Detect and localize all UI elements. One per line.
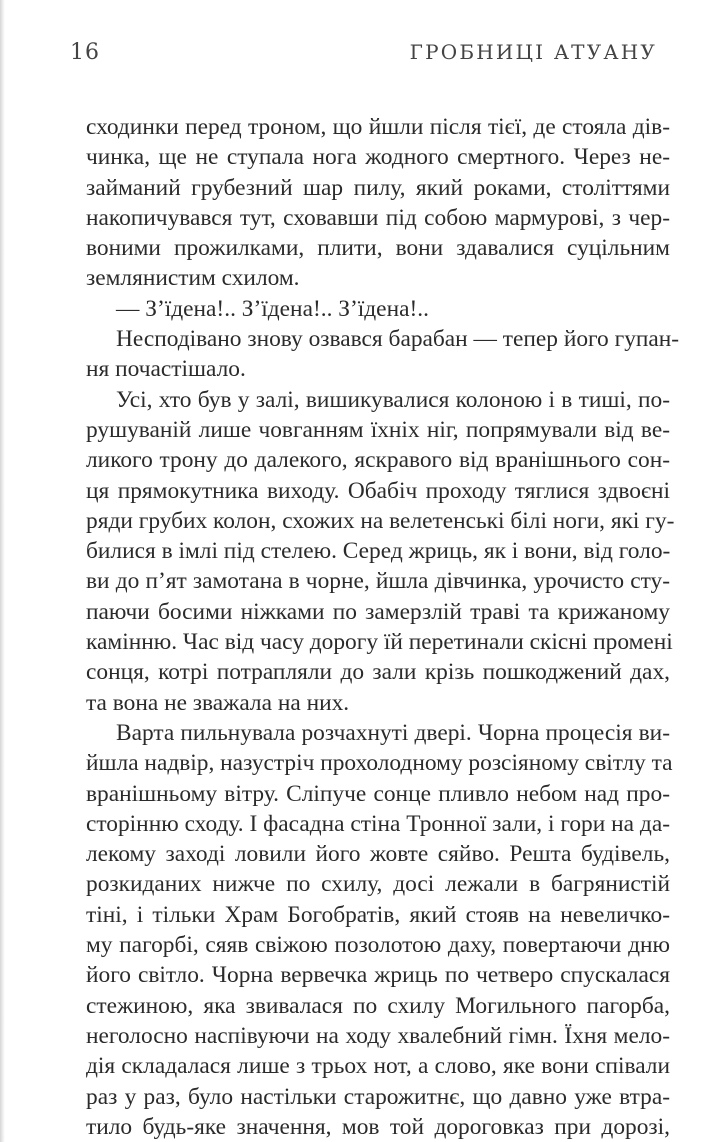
text-line: йшла надвір, назустріч прохолодному розсіяному світлу та [86, 750, 673, 777]
text-line: ви до п’ят замотана в чорне, йшла дівчинка, урочисто сту- [86, 568, 670, 595]
text-line: сонця, котрі потрапляли до зали крізь пошкоджений дах, [86, 659, 670, 686]
text-line: воними прожилками, плити, вони здавалися суцільним [86, 235, 670, 262]
text-line: займаний грубезний шар пилу, який роками, століттями [86, 174, 670, 201]
text-line: стежиною, яка звивалася по схилу Могильного пагорба, [86, 992, 670, 1019]
text-line: сходинки перед троном, що йшли після тієї, де стояла дів- [86, 114, 670, 140]
page-number: 16 [70, 40, 100, 65]
text-line: Усі, хто був у залі, вишикувалися колоною і в тиші, по- [116, 386, 670, 413]
text-line: камінню. Час від часу дорогу їй перетинали скісні промені [86, 629, 673, 656]
text-line: ряди грубих колон, схожих на велетенські білі ноги, які гу- [86, 507, 675, 534]
text-line: тіні, і тільки Храм Богобратів, який стояв на невеличко- [86, 901, 670, 928]
text-line: та вона не зважала на них. [86, 689, 350, 716]
text-line: рушуваній лише човганням їхніх ніг, попрямували від ве- [86, 416, 670, 443]
text-line: дія складалася лише з трьох нот, а слово, яке вони співали [86, 1053, 670, 1080]
text-line: ликого трону до далекого, яскравого від вранішнього сон- [86, 447, 670, 474]
text-line: чинка, ще не ступала нога жодного смертного. Через не- [86, 144, 670, 171]
body-text [86, 112, 680, 1142]
text-line: раз у раз, було настільки старожитнє, що давно уже втра- [86, 1083, 670, 1110]
text-line: Варта пильнувала розчахнуті двері. Чорна процесія ви- [116, 719, 670, 746]
text-line: паючи босими ніжками по замерзлій траві та крижаному [86, 598, 670, 625]
text-line: тило будь-яке значення, мов той дороговказ при дорозі, [86, 1113, 670, 1140]
dialogue-line: — З’їдена!.. З’їдена!.. З’їдена!.. [116, 295, 429, 322]
text-line: билися в імлі під стелею. Серед жриць, як і вони, від голо- [86, 538, 671, 565]
running-title: ГРОБНИЦІ АТУАНУ [409, 40, 657, 64]
text-line: ця прямокутника виходу. Обабіч проходу тяглися здвоєні [86, 477, 670, 504]
text-line: його світло. Чорна вервечка жриць по четверо спускалася [86, 962, 670, 989]
text-line: Несподівано знову озвався барабан — тепер його гупан- [116, 326, 680, 353]
text-line: ня почастішало. [86, 356, 246, 383]
page-spine-shadow [0, 0, 5, 1142]
text-line: неголосно наспівуючи на ходу хвалебний гімн. Їхня мело- [86, 1022, 670, 1049]
text-line: лекому заході ловили його жовте сяйво. Решта будівель, [86, 841, 670, 868]
text-line: розкиданих нижче по схилу, досі лежали в багрянистій [86, 871, 670, 898]
text-line: вранішньому вітру. Сліпуче сонце пливло небом над про- [86, 780, 670, 807]
text-line: землянистим схилом. [86, 265, 300, 292]
text-line: накопичувався тут, сховавши під собою мармурові, з чер- [86, 204, 670, 231]
text-line: му пагорбі, сяяв свіжою позолотою даху, повертаючи дню [86, 932, 670, 959]
text-line: сторінню сходу. І фасадна стіна Тронної зали, і гори на да- [86, 810, 670, 837]
